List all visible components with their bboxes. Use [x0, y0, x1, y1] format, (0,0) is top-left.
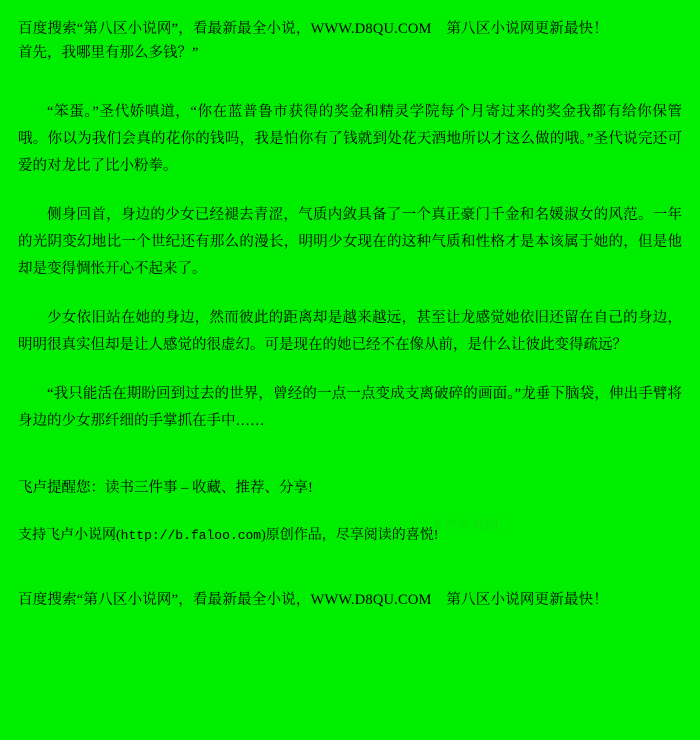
faloo-url[interactable]: http://b.faloo.com: [120, 528, 262, 543]
watermark-text: 飞卢小说网: [430, 518, 501, 532]
support-prefix: 支持飞卢小说网(: [18, 528, 121, 543]
spacer: [18, 571, 682, 589]
paragraph-2: 侧身回首，身边的少女已经褪去青涩，气质内敛具备了一个真正豪门千金和名媛淑女的风范。一年的光阴变幻地比一个世纪还有那么的漫长，明明少女现在的这种气质和性格才是本该属于她的，但是他却是变得惆怅开心不起来了。: [18, 207, 682, 277]
header-banner: 百度搜索“第八区小说网”，看最新最全小说，WWW.D8QU.COM 第八区小说网更新最快！: [18, 21, 609, 37]
spacer: [18, 89, 682, 99]
paragraph-1: “笨蛋。”圣代娇嗔道，“你在蓝普鲁市获得的奖金和精灵学院每个月寄过来的奖金我都有给你保管哦。你以为我们会真的花你的钱吗，我是怕你有了钱就到处花天酒地所以才这么做的哦。”圣代说完还可爱的对龙比了比小粉拳。: [18, 104, 682, 174]
opening-line: 首先，我哪里有那么多钱？”: [18, 45, 199, 61]
support-note: [18, 522, 682, 549]
spacer: [18, 457, 682, 475]
paragraph-4: “我只能活在期盼回到过去的世界，曾经的一点一点变成支离破碎的画面。”龙垂下脑袋，伸出手臂将身边的少女那纤细的手掌抓在手中……: [18, 386, 682, 429]
paragraph-3: 少女依旧站在她的身边，然而彼此的距离却是越来越远，甚至让龙感觉她依旧还留在自己的身边，明明很真实但却是让人感觉的很虚幻。可是现在的她已经不在像从前，是什么让彼此变得疏远？: [18, 310, 682, 353]
footer-banner: 百度搜索“第八区小说网”，看最新最全小说，WWW.D8QU.COM 第八区小说网更新最快！: [18, 592, 609, 608]
support-suffix: )原创作品，尽享阅读的喜悦!: [261, 528, 439, 543]
reading-reminder: 飞卢提醒您：读书三件事 – 收藏、推荐、分享!: [18, 480, 313, 496]
